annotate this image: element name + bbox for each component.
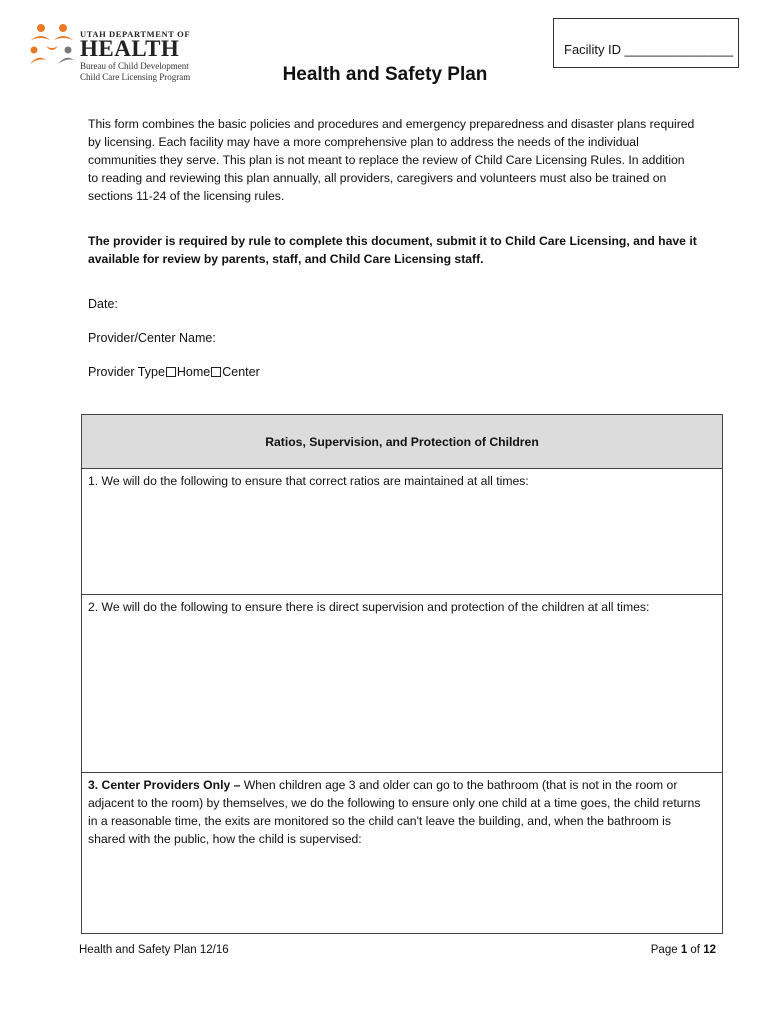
question-3-bold-lead: 3. Center Providers Only – bbox=[88, 778, 244, 792]
center-option-label: Center bbox=[222, 365, 260, 379]
table-header bbox=[82, 415, 722, 469]
center-checkbox[interactable] bbox=[211, 367, 221, 377]
footer-document-title: Health and Safety Plan 12/16 bbox=[79, 944, 229, 956]
table-row[interactable] bbox=[82, 469, 722, 595]
question-3 bbox=[88, 776, 708, 848]
page-title: Health and Safety Plan bbox=[282, 64, 488, 85]
facility-id-label: Facility ID _______________ bbox=[564, 42, 734, 57]
logo-text-line4: Child Care Licensing Program bbox=[80, 72, 191, 82]
home-option-label: Home bbox=[176, 365, 211, 379]
provider-name-field[interactable]: Provider/Center Name: bbox=[88, 331, 216, 345]
provider-type-field bbox=[88, 365, 260, 379]
ratios-supervision-table bbox=[81, 414, 723, 934]
intro-paragraph: This form combines the basic policies and procedures and emergency preparedness and disaster plans required by licensing. Each facility may have a more comprehensive plan to address the needs of the individual communities they serve. This plan is not meant to replace the review of Child Care Licensing Rules. In addition to reading and reviewing this plan annually, all providers, caregivers and volunteers must also be trained on sections 11-24 of the licensing rules. bbox=[88, 117, 695, 203]
table-row[interactable] bbox=[82, 595, 722, 773]
facility-id-box[interactable] bbox=[553, 18, 739, 68]
question-1: 1. We will do the following to ensure that correct ratios are maintained at all times: bbox=[88, 474, 529, 488]
home-checkbox[interactable] bbox=[166, 367, 176, 377]
table-header-text: Ratios, Supervision, and Protection of Children bbox=[265, 435, 539, 449]
provider-type-label: Provider Type bbox=[88, 365, 165, 379]
table-row[interactable] bbox=[82, 773, 722, 933]
question-2: 2. We will do the following to ensure there is direct supervision and protection of the children at all times: bbox=[88, 600, 650, 614]
date-field[interactable]: Date: bbox=[88, 297, 118, 311]
logo-text-line3: Bureau of Child Development bbox=[80, 61, 189, 71]
question-3-text: When children age 3 and older can go to the bathroom (that is not in the room or adjacent to the room) by themselves, we do the following to ensure only one child at a time goes, the child returns in a reasonable time, the exits are monitored so the child can't leave the building, and, when the bathroom is shared with the public, how the child is supervised: bbox=[88, 778, 701, 846]
logo-text-line2: HEALTH bbox=[80, 36, 180, 61]
footer-page-number: Page 1 of 12 bbox=[650, 944, 716, 956]
logo-text-line1: UTAH DEPARTMENT OF bbox=[80, 29, 191, 39]
requirement-paragraph: The provider is required by rule to complete this document, submit it to Child Care Licensing, and have it available for review by parents, staff, and Child Care Licensing staff. bbox=[88, 234, 697, 266]
